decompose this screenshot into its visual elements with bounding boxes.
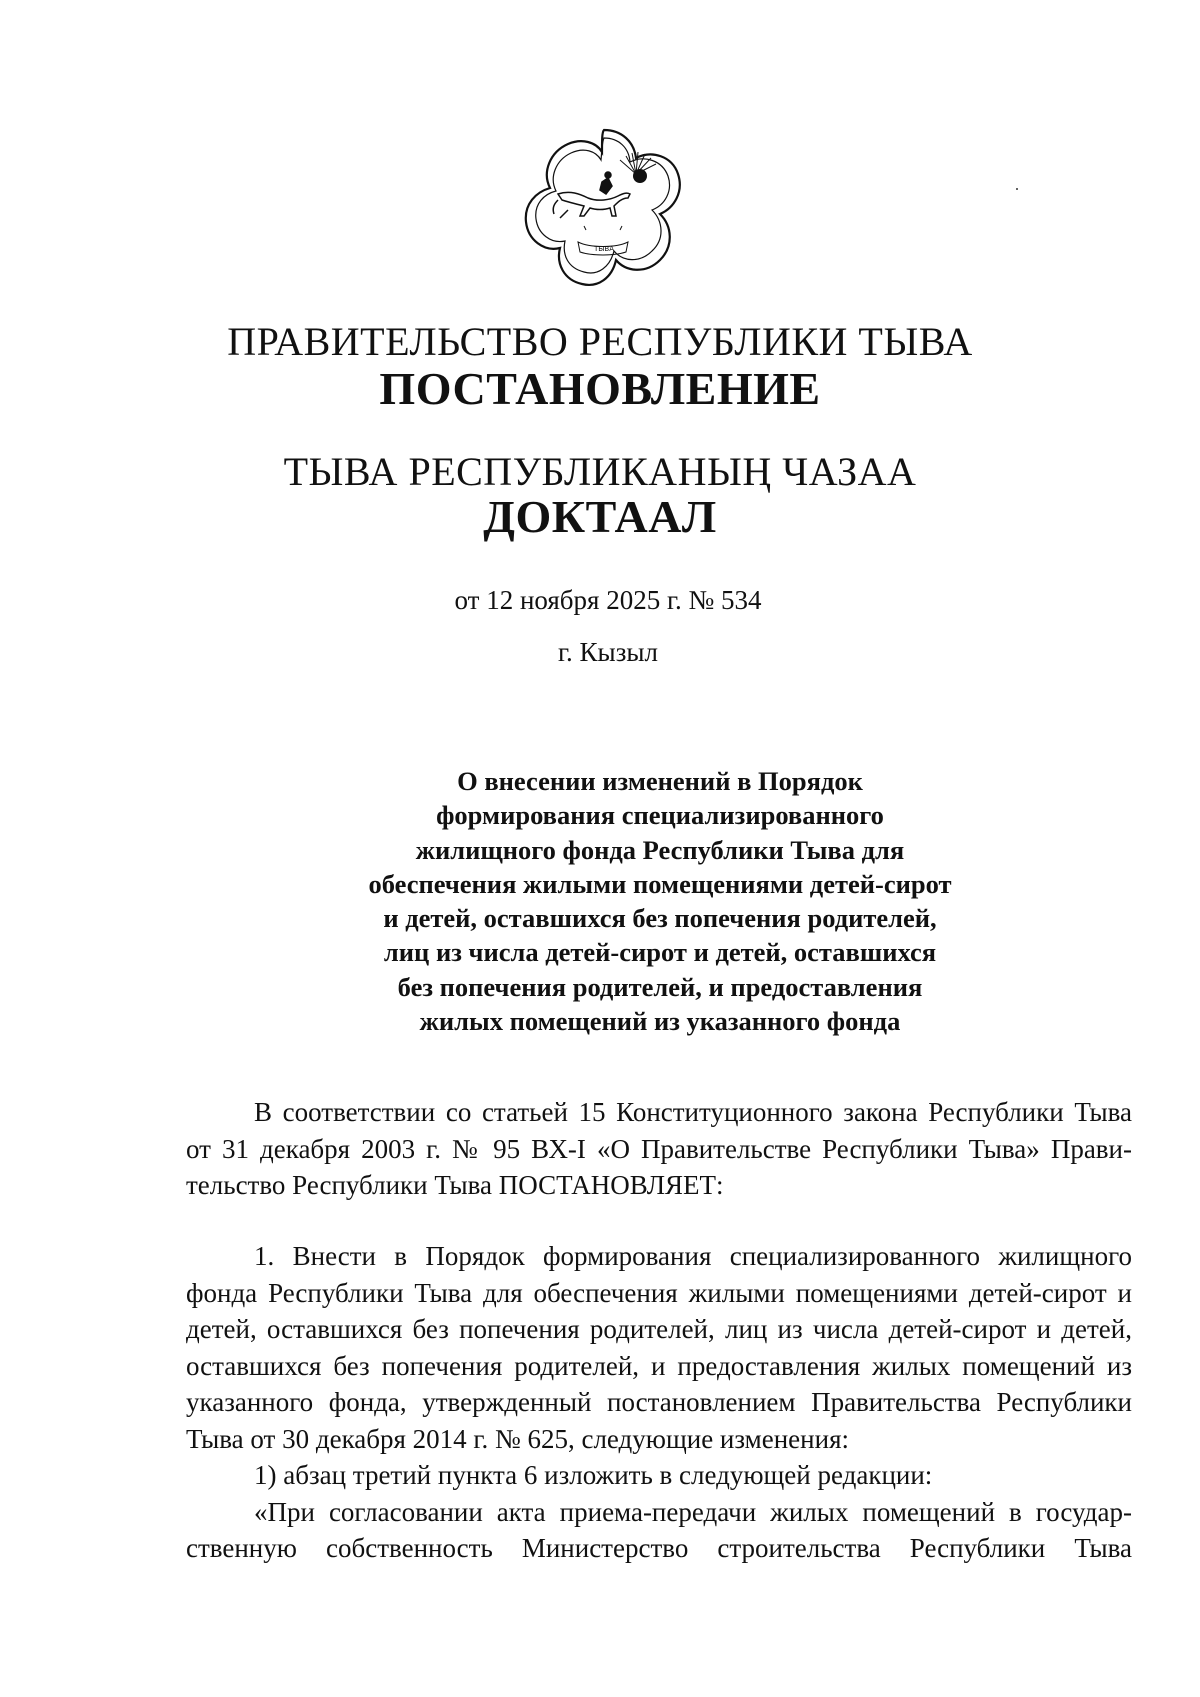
text-line: детей, оставшихся без попечения родителей, лиц из числа детей-сирот и детей,: [186, 1314, 1132, 1344]
item-1-paragraph: [186, 1238, 1132, 1567]
text-line: 1. Внести в Порядок формирования специализированного жилищного: [254, 1241, 1132, 1271]
tuva-coat-of-arms-icon: [518, 120, 690, 292]
text-line: оставшихся без попечения родителей, и предоставления жилых помещений из: [186, 1350, 1132, 1381]
preamble-paragraph: [186, 1094, 1132, 1204]
title-line: формирования специализированного: [436, 800, 884, 831]
title-line: обеспечения жилыми помещениями детей-сирот: [368, 868, 952, 899]
text-line: 1) абзац третий пункта 6 изложить в следующей редакции:: [254, 1460, 933, 1490]
text-line: фонда Республики Тыва для обеспечения жилыми помещениями детей-сирот и: [186, 1277, 1132, 1308]
decree-date-number: от 12 ноября 2025 г. № 534: [454, 585, 762, 615]
title-line: жилых помещений из указанного фонда: [419, 1006, 901, 1037]
text-line: ственную собственность Министерство строительства Республики Тыва: [186, 1533, 1132, 1563]
title-line: О внесении изменений в Порядок: [457, 766, 863, 796]
title-line: без попечения родителей, и предоставления: [397, 971, 923, 1002]
decree-city: г. Кызыл: [558, 637, 658, 667]
text-line: указанного фонда, утвержденный постановлением Правительства Республики: [186, 1387, 1132, 1417]
text-line: В соответствии со статьей 15 Конституционного закона Республики Тыва: [254, 1097, 1132, 1127]
title-line: и детей, оставшихся без попечения родителей,: [383, 903, 937, 934]
svg-text:ТЫВА: ТЫВА: [593, 245, 615, 253]
government-name-ru: ПРАВИТЕЛЬСТВО РЕСПУБЛИКИ ТЫВА: [227, 319, 973, 364]
text-line: тельство Республики Тыва ПОСТАНОВЛЯЕТ:: [186, 1170, 724, 1200]
title-line: лиц из числа детей-сирот и детей, оставшихся: [383, 937, 937, 968]
document-title: [300, 764, 1020, 1038]
title-line: жилищного фонда Республики Тыва для: [415, 834, 905, 865]
text-line: от 31 декабря 2003 г. № 95 ВХ-I «О Правительстве Республики Тыва» Прави-: [186, 1133, 1132, 1164]
government-name-tv: ТЫВА РЕСПУБЛИКАНЫҢ ЧАЗАА: [283, 449, 917, 494]
scan-speck: [1016, 188, 1018, 190]
decree-type-ru: ПОСТАНОВЛЕНИЕ: [379, 363, 821, 414]
text-line: «При согласовании акта приема-передачи жилых помещений в государ-: [254, 1496, 1132, 1527]
text-line: Тыва от 30 декабря 2014 г. № 625, следующие изменения:: [186, 1423, 849, 1454]
decree-type-tv: ДОКТААЛ: [483, 491, 717, 542]
